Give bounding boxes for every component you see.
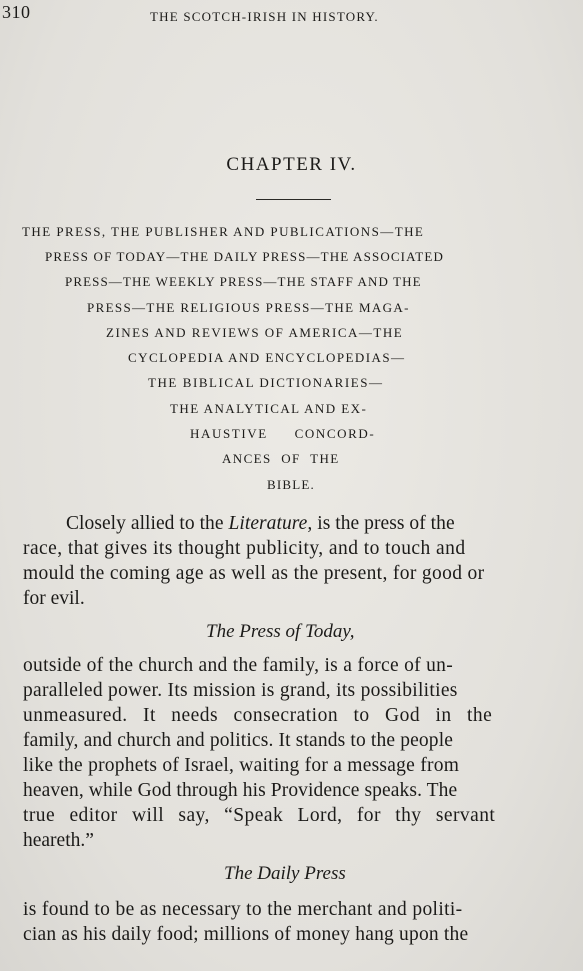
paragraph-line: is found to be as necessary to the merchant and politi- xyxy=(23,899,463,920)
synopsis-line: THE BIBLICAL DICTIONARIES— xyxy=(148,375,384,390)
paragraph-line: cian as his daily food; millions of money hang upon the xyxy=(23,924,469,945)
paragraph-line: paralleled power. Its mission is grand, its possibilities xyxy=(23,680,458,701)
paragraph-line: unmeasured. It needs consecration to God in the xyxy=(23,705,493,726)
chapter-divider xyxy=(256,199,331,200)
paragraph-line: race, that gives its thought publicity, and to touch and xyxy=(23,538,466,559)
synopsis-line: BIBLE. xyxy=(267,477,316,492)
synopsis-line: PRESS OF TODAY—THE DAILY PRESS—THE ASSOCIATED xyxy=(45,249,444,264)
synopsis-line: THE PRESS, THE PUBLISHER AND PUBLICATIONS—THE xyxy=(22,224,425,239)
section-heading: The Daily Press xyxy=(224,863,346,884)
paragraph-line: like the prophets of Israel, waiting for a message from xyxy=(23,755,460,776)
synopsis-line: THE ANALYTICAL AND EX- xyxy=(170,401,368,416)
paragraph-line: family, and church and politics. It stands to the people xyxy=(23,730,454,751)
paragraph-line: mould the coming age as well as the present, for good or xyxy=(23,563,485,584)
synopsis-line: PRESS—THE RELIGIOUS PRESS—THE MAGA- xyxy=(87,300,410,315)
italic-term: Literature, xyxy=(228,513,313,534)
chapter-title: CHAPTER IV. xyxy=(226,154,357,175)
paragraph-line: heaven, while God through his Providence speaks. The xyxy=(23,780,458,801)
text-run: is the press of the xyxy=(312,513,455,534)
paragraph-line xyxy=(66,512,455,536)
synopsis-line: PRESS—THE WEEKLY PRESS—THE STAFF AND THE xyxy=(65,274,422,289)
paragraph-line: for evil. xyxy=(23,588,85,609)
paragraph-line: heareth.” xyxy=(23,830,94,851)
page-number: 310 xyxy=(2,2,31,22)
synopsis-line: HAUSTIVE CONCORD- xyxy=(190,426,376,441)
paragraph-line: outside of the church and the family, is a force of un- xyxy=(23,655,454,676)
paragraph-line: true editor will say, “Speak Lord, for thy servant xyxy=(23,805,496,826)
synopsis-line: ANCES OF THE xyxy=(222,451,340,466)
text-run: Closely allied to the xyxy=(66,513,229,534)
section-heading: The Press of Today, xyxy=(206,621,355,642)
synopsis-line: ZINES AND REVIEWS OF AMERICA—THE xyxy=(106,325,404,340)
synopsis-line: CYCLOPEDIA AND ENCYCLOPEDIAS— xyxy=(128,350,406,365)
running-head: THE SCOTCH-IRISH IN HISTORY. xyxy=(150,9,379,24)
